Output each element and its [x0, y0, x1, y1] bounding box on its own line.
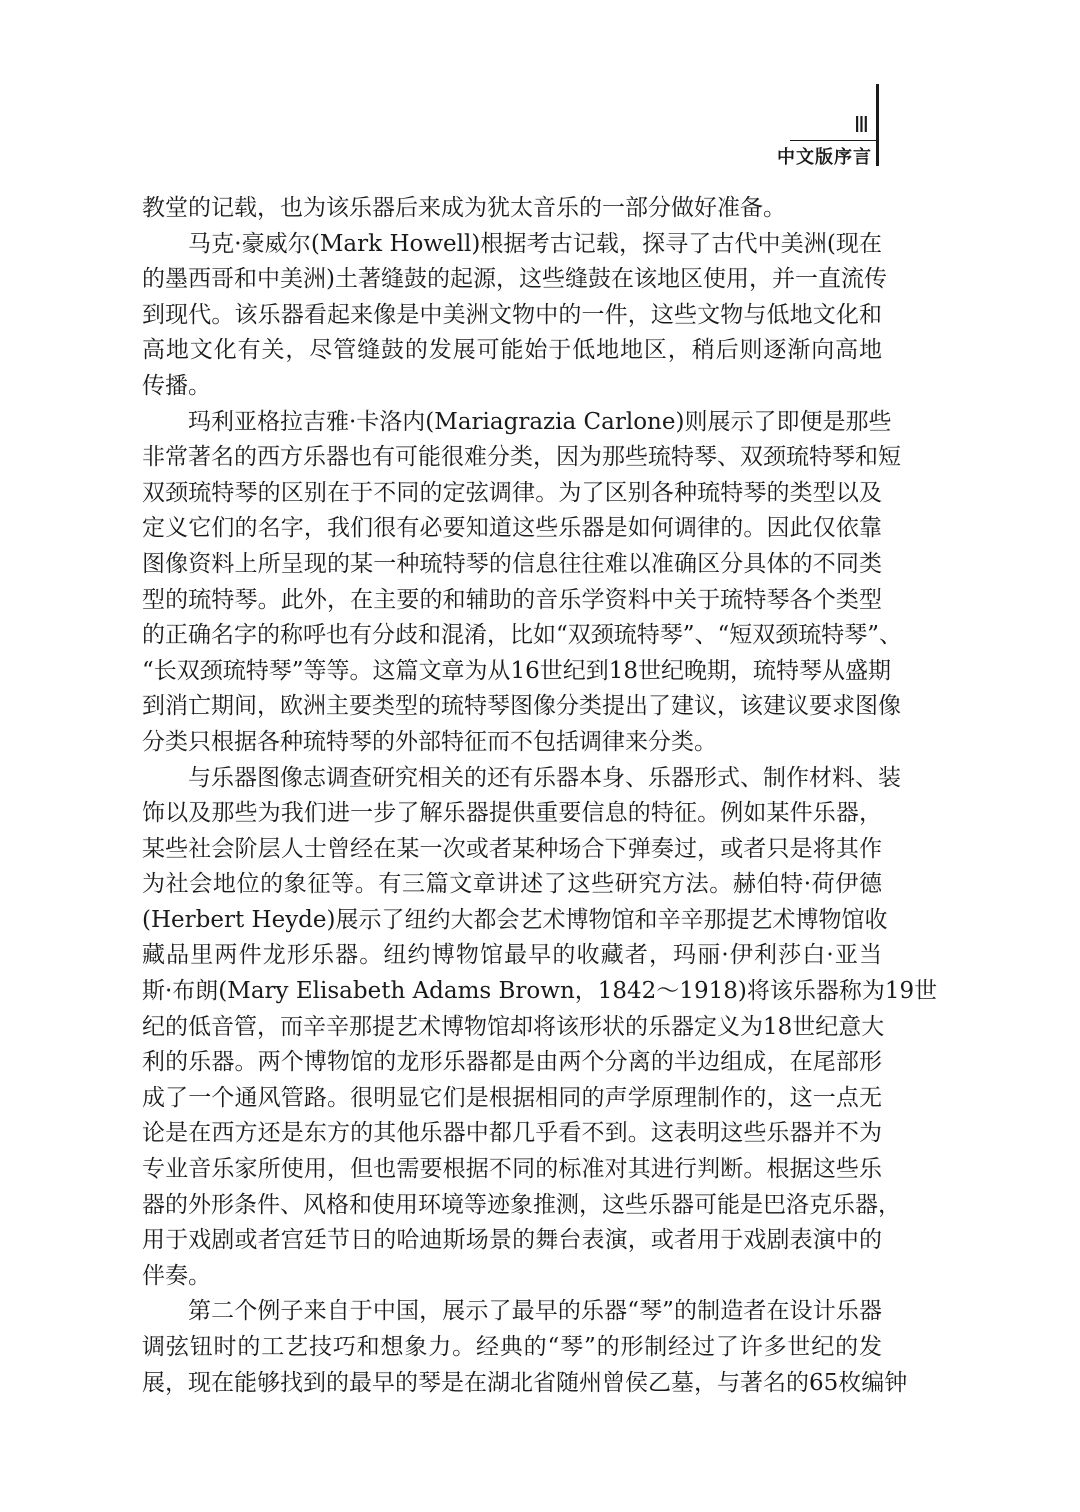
text-line: 藏品里两件龙形乐器。纽约博物馆最早的收藏者，玛丽·伊利莎白·亚当 — [142, 942, 882, 969]
text-line: 到现代。该乐器看起来像是中美洲文物中的一件，这些文物与低地文化和 — [142, 301, 882, 328]
text-line: 与乐器图像志调查研究相关的还有乐器本身、乐器形式、制作材料、装 — [188, 764, 901, 791]
header-horizontal-rule — [790, 140, 876, 141]
text-line: 成了一个通风管路。很明显它们是根据相同的声学原理制作的，这一点无 — [142, 1084, 882, 1111]
text-line: 饰以及那些为我们进一步了解乐器提供重要信息的特征。例如某件乐器， — [142, 800, 882, 827]
text-line: 型的琉特琴。此外，在主要的和辅助的音乐学资料中关于琉特琴各个类型 — [142, 586, 882, 613]
text-line: 斯·布朗(Mary Elisabeth Adams Brown，1842～1918)将该乐器称为19世 — [142, 978, 938, 1005]
paragraph — [142, 227, 887, 405]
header-vertical-rule — [876, 84, 879, 166]
text-line: 专业音乐家所使用，但也需要根据不同的标准对其进行判断。根据这些乐 — [142, 1156, 882, 1183]
text-line: “长双颈琉特琴”等等。这篇文章为从16世纪到18世纪晚期，琉特琴从盛期 — [142, 657, 892, 684]
text-line: 论是在西方还是东方的其他乐器中都几乎看不到。这表明这些乐器并不为 — [142, 1120, 882, 1147]
text-line: 展，现在能够找到的最早的琴是在湖北省随州曾侯乙墓，与著名的65枚编钟 — [142, 1369, 908, 1396]
text-line: 非常著名的西方乐器也有可能很难分类，因为那些琉特琴、双颈琉特琴和短 — [142, 444, 901, 471]
paragraph — [142, 191, 882, 227]
text-line: 高地文化有关，尽管缝鼓的发展可能始于低地地区，稍后则逐渐向高地 — [142, 337, 882, 364]
text-line: 某些社会阶层人士曾经在某一次或者某种场合下弹奏过，或者只是将其作 — [142, 835, 882, 862]
page-number: Ⅲ — [853, 112, 870, 137]
text-line: 玛利亚格拉吉雅·卡洛内(Mariagrazia Carlone)则展示了即便是那些 — [188, 408, 892, 435]
paragraph — [142, 1294, 908, 1401]
text-line: 双颈琉特琴的区别在于不同的定弦调律。为了区别各种琉特琴的类型以及 — [142, 479, 882, 506]
text-line: 的正确名字的称呼也有分歧和混淆，比如“双颈琉特琴”、“短双颈琉特琴”、 — [142, 622, 903, 649]
paragraph — [142, 405, 903, 761]
text-line: 用于戏剧或者宫廷节日的哈迪斯场景的舞台表演，或者用于戏剧表演中的 — [142, 1227, 882, 1254]
text-line: 到消亡期间，欧洲主要类型的琉特琴图像分类提出了建议，该建议要求图像 — [142, 693, 901, 720]
text-line: 第二个例子来自于中国，展示了最早的乐器“琴”的制造者在设计乐器 — [188, 1298, 882, 1325]
text-line: (Herbert Heyde)展示了纽约大都会艺术博物馆和辛辛那提艺术博物馆收 — [142, 906, 888, 933]
text-line: 纪的低音管，而辛辛那提艺术博物馆却将该形状的乐器定义为18世纪意大 — [142, 1013, 885, 1040]
body-text — [142, 191, 938, 1401]
text-line: 马克·豪威尔(Mark Howell)根据考古记载，探寻了古代中美洲(现在 — [188, 230, 882, 257]
text-line: 分类只根据各种琉特琴的外部特征而不包括调律来分类。 — [142, 728, 717, 755]
running-header-section: 中文版序言 — [777, 147, 872, 168]
text-line: 为社会地位的象征等。有三篇文章讲述了这些研究方法。赫伯特·荷伊德 — [142, 871, 882, 898]
text-line: 定义它们的名字，我们很有必要知道这些乐器是如何调律的。因此仅依靠 — [142, 515, 882, 542]
text-line: 传播。 — [142, 372, 211, 399]
text-line: 图像资料上所呈现的某一种琉特琴的信息往往难以准确区分具体的不同类 — [142, 550, 882, 577]
text-line: 利的乐器。两个博物馆的龙形乐器都是由两个分离的半边组成，在尾部形 — [142, 1049, 882, 1076]
text-line: 器的外形条件、风格和使用环境等迹象推测，这些乐器可能是巴洛克乐器， — [142, 1191, 901, 1218]
text-line: 教堂的记载，也为该乐器后来成为犹太音乐的一部分做好准备。 — [142, 195, 786, 221]
text-line: 的墨西哥和中美洲)土著缝鼓的起源，这些缝鼓在该地区使用，并一直流传 — [142, 266, 887, 293]
text-line: 调弦钮时的工艺技巧和想象力。经典的“琴”的形制经过了许多世纪的发 — [142, 1334, 882, 1360]
paragraph — [142, 761, 938, 1295]
text-line: 伴奏。 — [142, 1262, 211, 1289]
